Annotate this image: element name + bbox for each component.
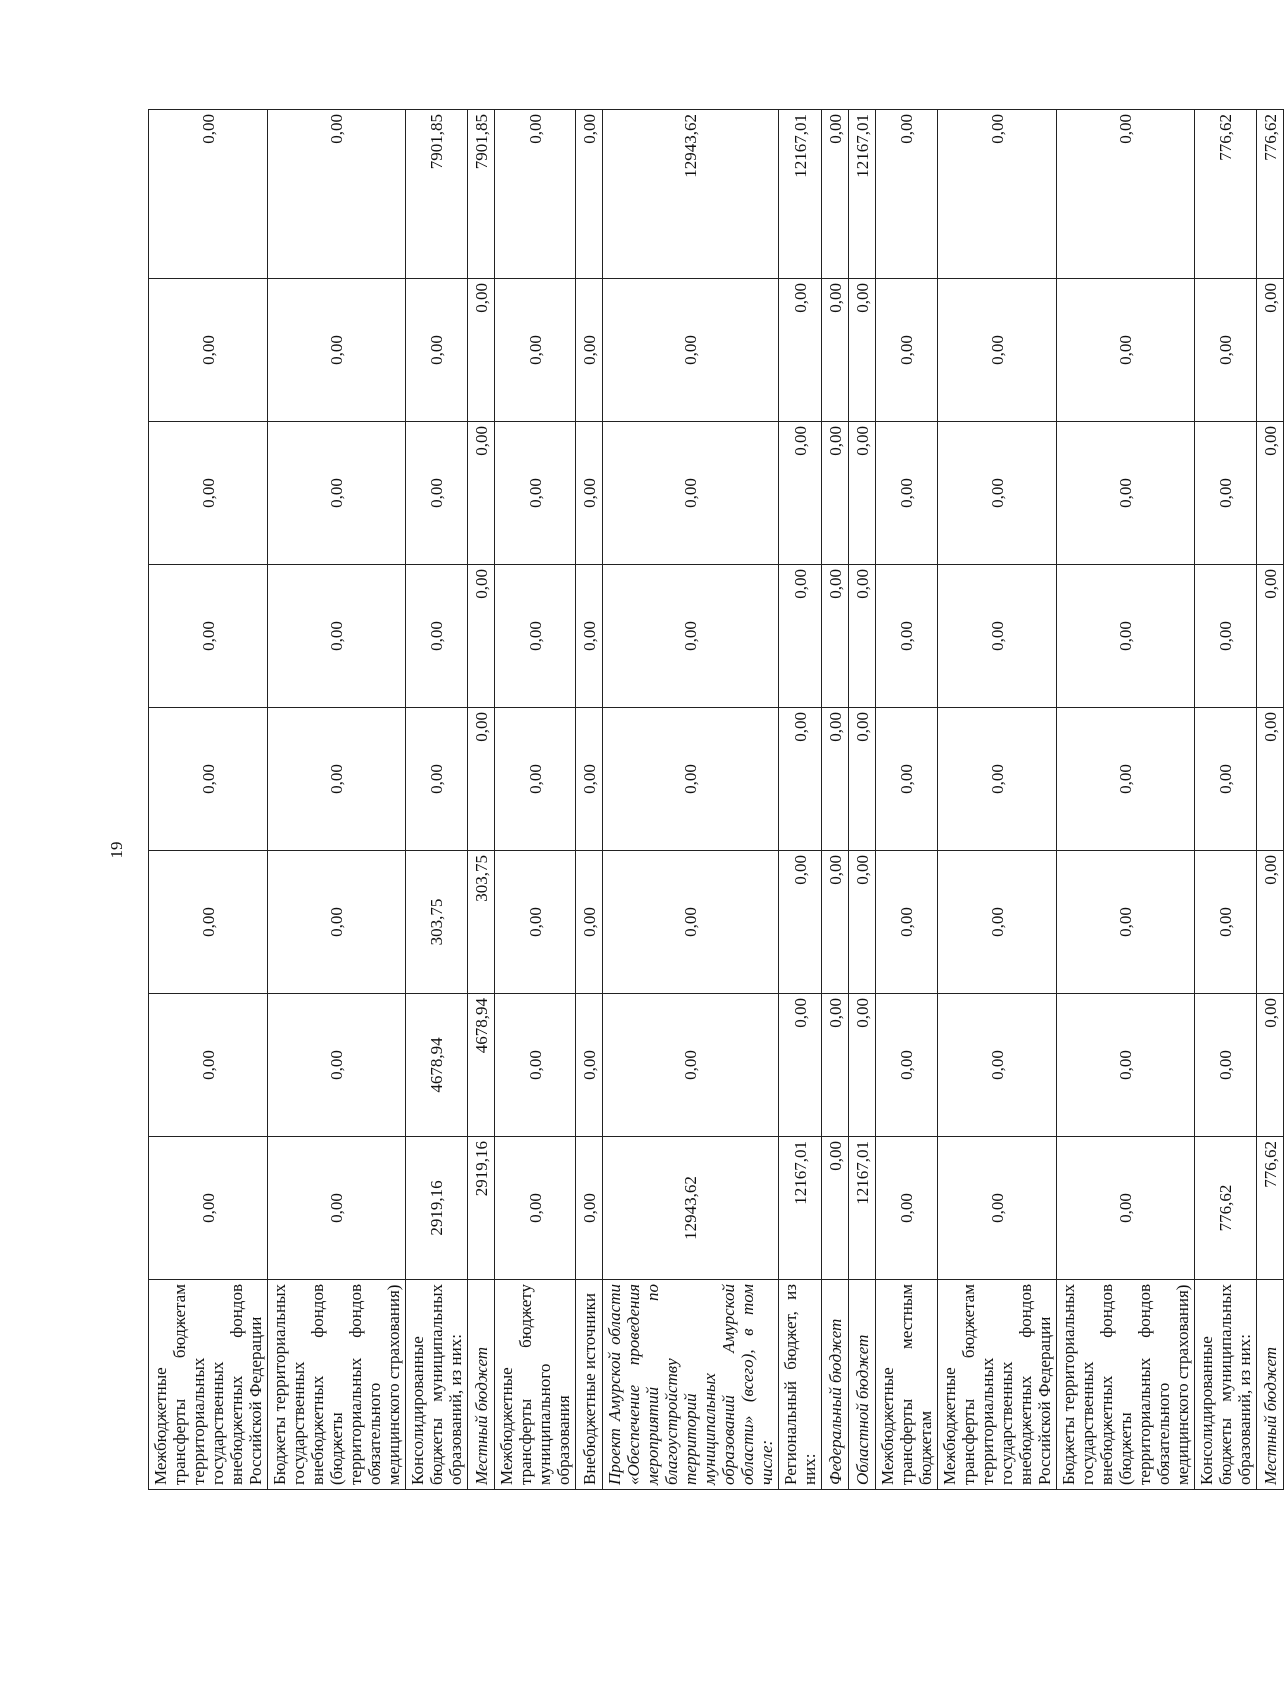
value-cell: 0,00 — [1257, 994, 1284, 1137]
value-cell: 2919,16 — [468, 1137, 495, 1280]
value-cell: 0,00 — [1195, 851, 1257, 994]
value-cell: 0,00 — [603, 279, 779, 422]
value-cell: 0,00 — [849, 565, 876, 708]
value-cell: 0,00 — [822, 565, 849, 708]
value-cell: 0,00 — [603, 851, 779, 994]
value-cell: 0,00 — [268, 110, 406, 279]
value-cell: 0,00 — [1195, 565, 1257, 708]
value-cell: 0,00 — [1257, 851, 1284, 994]
value-cell: 303,75 — [406, 851, 468, 994]
table-row — [406, 110, 468, 1490]
value-cell: 0,00 — [876, 422, 938, 565]
value-cell: 0,00 — [1057, 708, 1195, 851]
value-cell: 0,00 — [1057, 110, 1195, 279]
value-cell: 0,00 — [603, 565, 779, 708]
value-cell: 0,00 — [1257, 708, 1284, 851]
value-cell: 0,00 — [822, 994, 849, 1137]
value-cell: 0,00 — [938, 994, 1057, 1137]
value-cell: 0,00 — [576, 565, 603, 708]
page-number: 19 — [107, 841, 126, 859]
table-row — [1057, 110, 1195, 1490]
row-label: Межбюджетные трансферты бюджету муниципального образования — [495, 1280, 576, 1490]
value-cell: 0,00 — [849, 994, 876, 1137]
value-cell: 776,62 — [1257, 110, 1284, 279]
value-cell: 0,00 — [849, 422, 876, 565]
value-cell: 0,00 — [1057, 565, 1195, 708]
value-cell: 0,00 — [603, 422, 779, 565]
value-cell: 0,00 — [149, 1137, 268, 1280]
value-cell: 0,00 — [1195, 279, 1257, 422]
value-cell: 776,62 — [1195, 110, 1257, 279]
table-row — [468, 110, 495, 1490]
value-cell: 0,00 — [268, 565, 406, 708]
value-cell: 12167,01 — [779, 1137, 822, 1280]
value-cell: 0,00 — [268, 708, 406, 851]
value-cell: 0,00 — [876, 1137, 938, 1280]
row-label: Местный бюджет — [468, 1280, 495, 1490]
value-cell: 0,00 — [268, 279, 406, 422]
value-cell: 0,00 — [1195, 708, 1257, 851]
value-cell: 0,00 — [1257, 422, 1284, 565]
value-cell: 0,00 — [576, 994, 603, 1137]
value-cell: 0,00 — [149, 708, 268, 851]
value-cell: 0,00 — [779, 708, 822, 851]
table-row — [1257, 110, 1284, 1490]
value-cell: 0,00 — [495, 565, 576, 708]
value-cell: 4678,94 — [406, 994, 468, 1137]
value-cell: 0,00 — [938, 422, 1057, 565]
value-cell: 0,00 — [822, 851, 849, 994]
budget-table — [148, 109, 1284, 1490]
value-cell: 303,75 — [468, 851, 495, 994]
value-cell: 4678,94 — [468, 994, 495, 1137]
value-cell: 0,00 — [603, 708, 779, 851]
table-row — [149, 110, 268, 1490]
value-cell: 12167,01 — [849, 110, 876, 279]
value-cell: 0,00 — [779, 994, 822, 1137]
value-cell: 0,00 — [406, 279, 468, 422]
table-row — [268, 110, 406, 1490]
value-cell: 12167,01 — [849, 1137, 876, 1280]
value-cell: 0,00 — [149, 279, 268, 422]
value-cell: 0,00 — [1195, 994, 1257, 1137]
value-cell: 0,00 — [876, 994, 938, 1137]
value-cell: 0,00 — [576, 422, 603, 565]
row-label: Проект Амурской области «Обеспечение проведения мероприятий по благоустройству территорий муниципальных образований Амурской области» (всего), в том числе: — [603, 1280, 779, 1490]
value-cell: 0,00 — [938, 279, 1057, 422]
row-label: Местный бюджет — [1257, 1280, 1284, 1490]
value-cell: 0,00 — [495, 279, 576, 422]
value-cell: 0,00 — [406, 565, 468, 708]
value-cell: 0,00 — [938, 708, 1057, 851]
value-cell: 0,00 — [849, 279, 876, 422]
value-cell: 0,00 — [822, 279, 849, 422]
value-cell: 0,00 — [495, 851, 576, 994]
value-cell: 0,00 — [468, 708, 495, 851]
table-row — [1195, 110, 1257, 1490]
value-cell: 0,00 — [1057, 851, 1195, 994]
row-label: Консолидированные бюджеты муниципальных образований, из них: — [406, 1280, 468, 1490]
row-label: Бюджеты территориальных государственных внебюджетных фондов (бюджеты территориальных фондов обязательного медицинского страхования) — [1057, 1280, 1195, 1490]
value-cell: 776,62 — [1195, 1137, 1257, 1280]
table-row — [822, 110, 849, 1490]
value-cell: 0,00 — [468, 279, 495, 422]
row-label: Консолидированные бюджеты муниципальных образований, из них: — [1195, 1280, 1257, 1490]
value-cell: 0,00 — [822, 110, 849, 279]
value-cell: 0,00 — [495, 708, 576, 851]
value-cell: 0,00 — [938, 851, 1057, 994]
value-cell: 0,00 — [779, 279, 822, 422]
value-cell: 0,00 — [1057, 1137, 1195, 1280]
table-row — [576, 110, 603, 1490]
table-row — [495, 110, 576, 1490]
value-cell: 0,00 — [779, 851, 822, 994]
value-cell: 0,00 — [876, 565, 938, 708]
value-cell: 0,00 — [495, 422, 576, 565]
table-row — [876, 110, 938, 1490]
value-cell: 0,00 — [849, 851, 876, 994]
value-cell: 0,00 — [603, 994, 779, 1137]
value-cell: 0,00 — [268, 994, 406, 1137]
value-cell: 0,00 — [576, 708, 603, 851]
value-cell: 0,00 — [876, 708, 938, 851]
row-label: Внебюджетные источники — [576, 1280, 603, 1490]
value-cell: 0,00 — [406, 708, 468, 851]
value-cell: 7901,85 — [406, 110, 468, 279]
value-cell: 0,00 — [1057, 422, 1195, 565]
value-cell: 0,00 — [576, 110, 603, 279]
table-row — [779, 110, 822, 1490]
value-cell: 0,00 — [149, 565, 268, 708]
value-cell: 12943,62 — [603, 1137, 779, 1280]
value-cell: 0,00 — [1257, 279, 1284, 422]
value-cell: 0,00 — [149, 994, 268, 1137]
value-cell: 0,00 — [495, 994, 576, 1137]
value-cell: 0,00 — [938, 565, 1057, 708]
value-cell: 0,00 — [822, 1137, 849, 1280]
value-cell: 0,00 — [268, 851, 406, 994]
value-cell: 0,00 — [1195, 422, 1257, 565]
value-cell: 0,00 — [938, 110, 1057, 279]
value-cell: 0,00 — [779, 565, 822, 708]
value-cell: 0,00 — [268, 1137, 406, 1280]
row-label: Межбюджетные трансферты бюджетам территориальных государственных внебюджетных фондов Российской Федерации — [938, 1280, 1057, 1490]
row-label: Федеральный бюджет — [822, 1280, 849, 1490]
value-cell: 0,00 — [1257, 565, 1284, 708]
table-row — [603, 110, 779, 1490]
value-cell: 0,00 — [576, 851, 603, 994]
value-cell: 0,00 — [495, 110, 576, 279]
value-cell: 0,00 — [149, 422, 268, 565]
row-label: Бюджеты территориальных государственных внебюджетных фондов (бюджеты территориальных фондов обязательного медицинского страхования) — [268, 1280, 406, 1490]
value-cell: 12943,62 — [603, 110, 779, 279]
value-cell: 0,00 — [938, 1137, 1057, 1280]
value-cell: 0,00 — [268, 422, 406, 565]
value-cell: 776,62 — [1257, 1137, 1284, 1280]
value-cell: 0,00 — [576, 279, 603, 422]
table-row — [938, 110, 1057, 1490]
value-cell: 0,00 — [876, 110, 938, 279]
value-cell: 0,00 — [576, 1137, 603, 1280]
value-cell: 0,00 — [468, 422, 495, 565]
value-cell: 0,00 — [1057, 279, 1195, 422]
value-cell: 12167,01 — [779, 110, 822, 279]
value-cell: 0,00 — [1057, 994, 1195, 1137]
value-cell: 0,00 — [149, 851, 268, 994]
value-cell: 0,00 — [495, 1137, 576, 1280]
row-label: Областной бюджет — [849, 1280, 876, 1490]
value-cell: 0,00 — [468, 565, 495, 708]
row-label: Межбюджетные трансферты бюджетам территориальных государственных внебюджетных фондов Российской Федерации — [149, 1280, 268, 1490]
value-cell: 0,00 — [406, 422, 468, 565]
value-cell: 7901,85 — [468, 110, 495, 279]
value-cell: 0,00 — [822, 708, 849, 851]
value-cell: 0,00 — [779, 422, 822, 565]
value-cell: 0,00 — [849, 708, 876, 851]
value-cell: 0,00 — [822, 422, 849, 565]
value-cell: 0,00 — [149, 110, 268, 279]
table-row — [849, 110, 876, 1490]
rotated-table-container — [148, 110, 1284, 1490]
row-label: Региональный бюджет, из них: — [779, 1280, 822, 1490]
value-cell: 0,00 — [876, 851, 938, 994]
value-cell: 2919,16 — [406, 1137, 468, 1280]
row-label: Межбюджетные трансферты местным бюджетам — [876, 1280, 938, 1490]
value-cell: 0,00 — [876, 279, 938, 422]
